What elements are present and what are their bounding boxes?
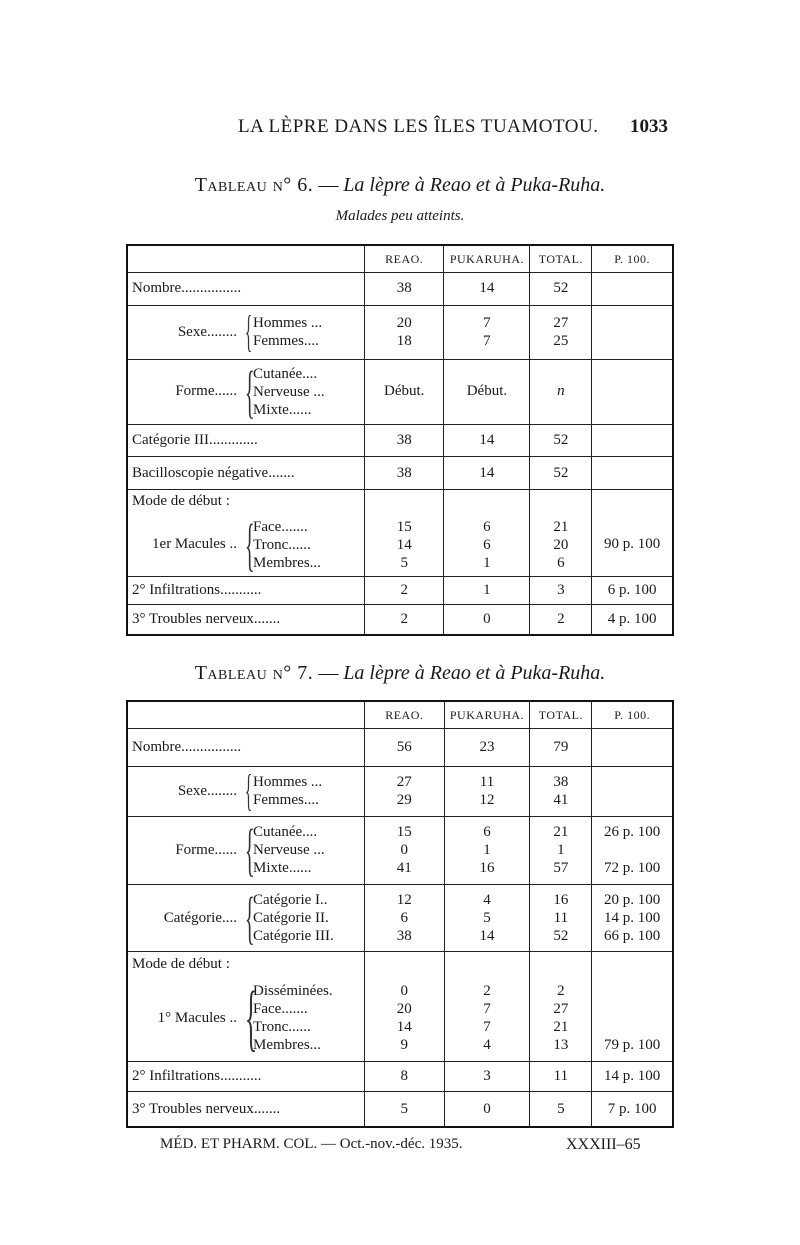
col-header-pukaruha: PUKARUHA. (444, 701, 530, 729)
row-label-bacilloscopie: Bacilloscopie négative....... (127, 457, 364, 490)
row-label-forme: Forme...... (175, 841, 237, 858)
mode-de-debut-heading: Mode de début : (127, 952, 365, 976)
table6-header-row (127, 245, 673, 273)
table-row: Sexe........ { Hommes ... Femmes.... 27 29 11 12 38 41 (127, 766, 673, 816)
table-row: Bacilloscopie négative....... 38 14 52 (127, 457, 673, 490)
table6-caption: Tableau n° 6. — La lèpre à Reao et à Puka-Ruha. (194, 174, 606, 196)
row-label-nombre: Nombre................ (127, 273, 364, 306)
table-row: Sexe........ { Hommes ... Femmes.... 20 18 7 7 27 25 (127, 305, 673, 359)
row-label-sexe: Sexe........ (177, 782, 237, 799)
col-header-reao: REAO. (365, 701, 444, 729)
brace-icon: { (244, 766, 253, 816)
brace-icon: { (244, 817, 255, 883)
page-number: 1033 (630, 116, 668, 137)
row-label-nombre: Nombre................ (127, 729, 365, 766)
table6-caption-title: La lèpre à Reao et à Puka-Ruha. (343, 174, 606, 196)
table6-caption-label: Tableau n° 6. (194, 174, 314, 196)
table-row: Catégorie III............. 38 14 52 (127, 424, 673, 457)
col-header-p100: P. 100. (592, 701, 673, 729)
brace-icon: { (244, 307, 253, 357)
table6 (126, 244, 674, 636)
row-label-categorie: Catégorie.... (163, 909, 237, 926)
col-header-p100: P. 100. (592, 245, 673, 273)
table6-subcaption: Malades peu atteints. (335, 208, 465, 224)
table-row: Catégorie.... { Catégorie I.. Catégorie II. Catégorie III. 12 6 38 4 5 14 16 11 52 20 p. 100 14 p. 100 66 p. 100 (127, 884, 673, 952)
brace-icon: { (244, 511, 255, 577)
row-label-forme: Forme...... (175, 383, 237, 400)
brace-icon: { (244, 358, 255, 424)
row-label-infiltrations: 2° Infiltrations........... (127, 1061, 365, 1092)
row-label-infiltrations: 2° Infiltrations........... (127, 576, 364, 604)
table7-header-row (127, 701, 673, 729)
page-footer (0, 1136, 800, 1160)
col-header-pukaruha: PUKARUHA. (444, 245, 530, 273)
brace-icon: { (244, 977, 258, 1060)
table-row (127, 952, 673, 976)
table-row: 2° Infiltrations........... 8 3 11 14 p. 100 (127, 1061, 673, 1092)
row-label-categorie: Catégorie III............. (127, 424, 364, 457)
col-header-reao: REAO. (364, 245, 444, 273)
row-label-troubles: 3° Troubles nerveux....... (127, 605, 364, 635)
table-row: 3° Troubles nerveux....... 2 0 2 4 p. 100 (127, 605, 673, 635)
running-head (0, 116, 800, 146)
table-row: 3° Troubles nerveux....... 5 0 5 7 p. 100 (127, 1092, 673, 1127)
table-row: Nombre................ 56 23 79 (127, 729, 673, 766)
footer-signature: XXXIII–65 (566, 1136, 641, 1153)
table7-caption-title: La lèpre à Reao et à Puka-Ruha. (343, 662, 606, 684)
row-label-troubles: 3° Troubles nerveux....... (127, 1092, 365, 1127)
table-row (127, 489, 673, 513)
footer-journal: MÉD. ET PHARM. COL. — Oct.-nov.-déc. 1935. (160, 1136, 463, 1152)
table-row: 1° Macules .. { Disséminées. Face....... Tronc...... Membres... 0 20 14 9 2 7 7 4 2 27 21 13 79 p. 100 (127, 976, 673, 1061)
table-row: Forme...... { Cutanée.... Nerveuse ... Mixte...... Début. Début. n (127, 359, 673, 424)
table7-caption: Tableau n° 7. — La lèpre à Reao et à Puka-Ruha. (194, 662, 606, 684)
row-label-sexe: Sexe........ (177, 323, 237, 340)
table-row: Forme...... { Cutanée.... Nerveuse ... Mixte...... 15 0 41 6 1 16 21 1 57 26 p. 100 72 p. 100 (127, 816, 673, 884)
col-header-total: TOTAL. (530, 245, 592, 273)
table-row: Nombre................ 38 14 52 (127, 273, 673, 306)
table7 (126, 700, 674, 1128)
row-label-macules: 1° Macules .. (157, 1009, 237, 1026)
table-row: 2° Infiltrations........... 2 1 3 6 p. 100 (127, 576, 673, 604)
table-row: 1er Macules .. { Face....... Tronc...... Membres... 15 14 5 6 6 1 21 20 6 90 p. 100 (127, 513, 673, 576)
mode-de-debut-heading: Mode de début : (127, 489, 364, 513)
brace-icon: { (244, 885, 255, 951)
col-header-total: TOTAL. (530, 701, 592, 729)
row-label-macules: 1er Macules .. (152, 536, 237, 553)
table7-caption-label: Tableau n° 7. (194, 662, 314, 684)
running-title: LA LÈPRE DANS LES ÎLES TUAMOTOU. (238, 116, 599, 137)
